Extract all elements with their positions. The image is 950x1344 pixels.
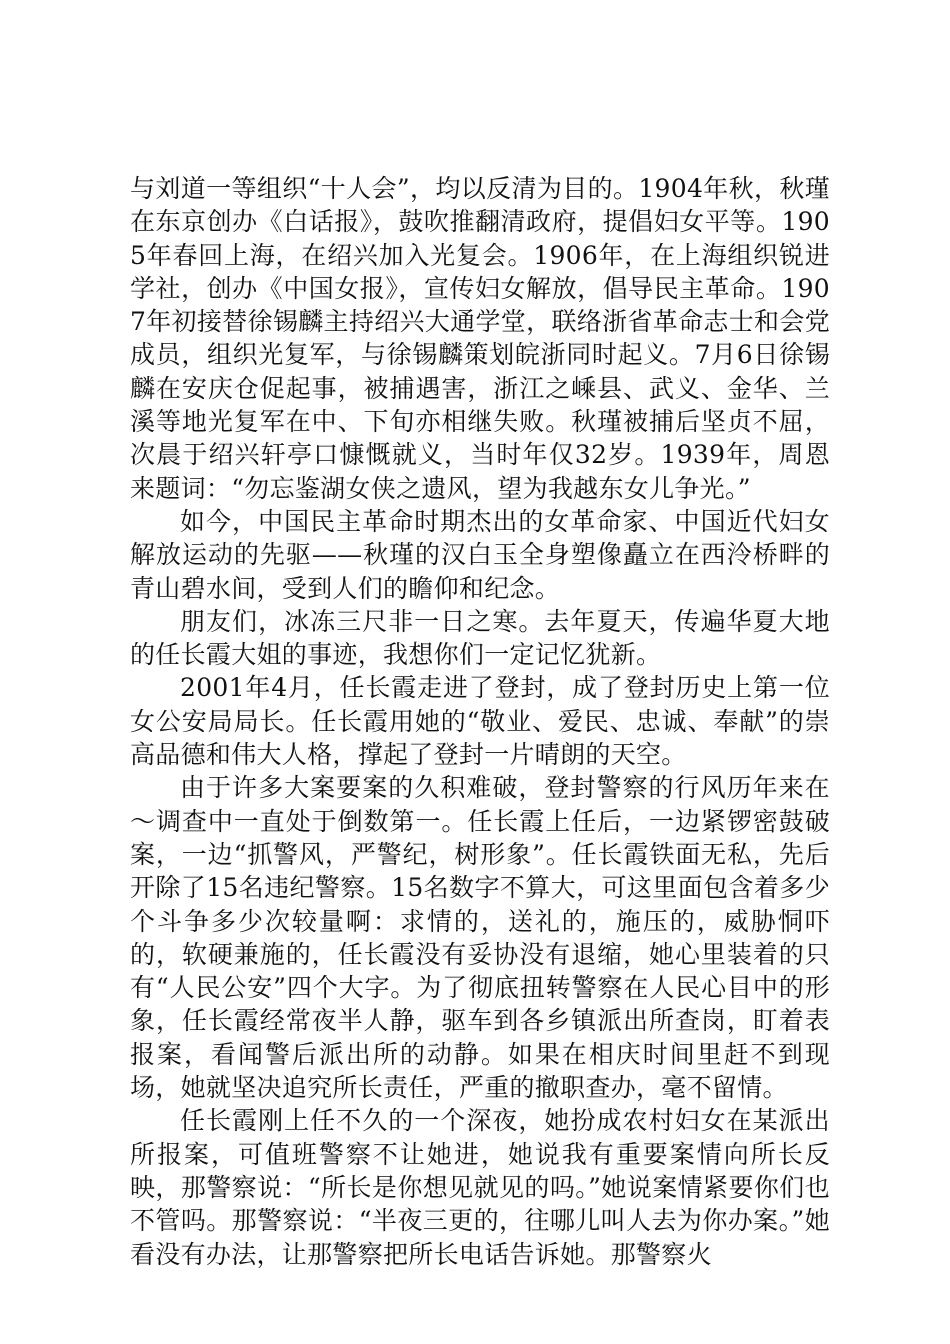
paragraph-3: 朋友们，冰冻三尺非一日之寒。去年夏天，传遍华夏大地的任长霞大姐的事迹，我想你们一定记忆犹新。 [130,606,830,670]
document-page [130,172,830,1271]
paragraph-5: 由于许多大案要案的久积难破，登封警察的行风历年来在～调查中一直处于倒数第一。任长霞上任后，一边紧锣密鼓破案，一边“抓警风，严警纪，树形象”。任长霞铁面无私，先后开除了15名违纪警察。15名数字不算大，可这里面包含着多少个斗争多少次较量啊：求情的，送礼的，施压的，威胁恫吓的，软硬兼施的，任长霞没有妥协没有退缩，她心里装着的只有“人民公安”四个大字。为了彻底扭转警察在人民心目中的形象，任长霞经常夜半人静，驱车到各乡镇派出所查岗，盯着表报案，看闻警后派出所的动静。如果在相庆时间里赶不到现场，她就坚决追究所长责任，严重的撤职查办，毫不留情。 [130,773,830,1103]
paragraph-2: 如今，中国民主革命时期杰出的女革命家、中国近代妇女解放运动的先驱——秋瑾的汉白玉全身塑像矗立在西泠桥畔的青山碧水间，受到人们的瞻仰和纪念。 [130,506,830,603]
paragraph-1: 与刘道一等组织“十人会”，均以反清为目的。1904年秋，秋瑾在东京创办《白话报》，鼓吹推翻清政府，提倡妇女平等。1905年春回上海，在绍兴加入光复会。1906年，在上海组织锐进学社，创办《中国女报》，宣传妇女解放，倡导民主革命。1907年初接替徐锡麟主持绍兴大通学堂，联络浙省革命志士和会党成员，组织光复军，与徐锡麟策划皖浙同时起义。7月6日徐锡麟在安庆仓促起事，被捕遇害，浙江之嵊县、武义、金华、兰溪等地光复军在中、下旬亦相继失败。秋瑾被捕后坚贞不屈，次晨于绍兴轩亭口慷慨就义，当时年仅32岁。1939年，周恩来题词：“勿忘鉴湖女侠之遗风，望为我越东女儿争光。” [130,174,830,503]
paragraph-4: 2001年4月，任长霞走进了登封，成了登封历史上第一位女公安局局长。任长霞用她的“敬业、爱民、忠诚、奉献”的崇高品德和伟大人格，撑起了登封一片晴朗的天空。 [130,673,830,770]
paragraph-6: 任长霞刚上任不久的一个深夜，她扮成农村妇女在某派出所报案，可值班警察不让她进，她说我有重要案情向所长反映，那警察说：“所长是你想见就见的吗。”她说案情紧要你们也不管吗。那警察说：“半夜三更的，往哪儿叫人去为你办案。”她看没有办法，让那警察把所长电话告诉她。那警察火 [130,1106,830,1269]
